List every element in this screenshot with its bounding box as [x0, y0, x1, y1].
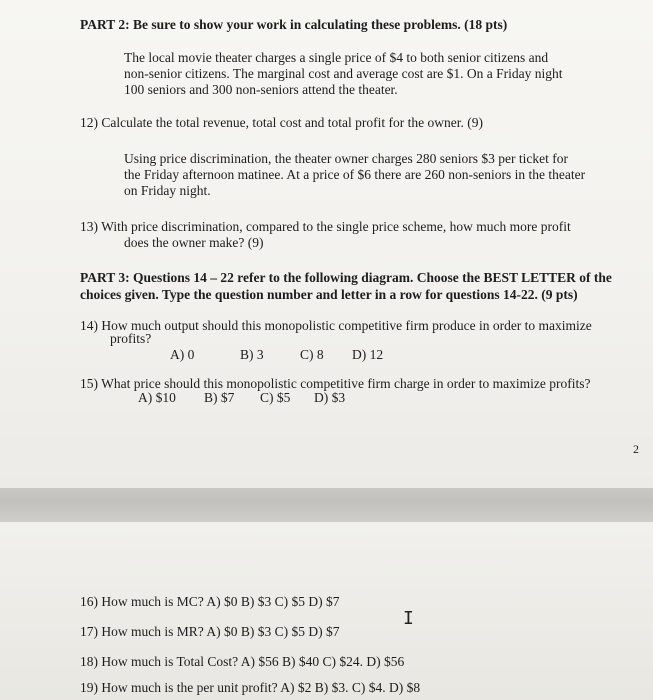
- question-15-choice-c: C) $5: [260, 390, 291, 405]
- question-13-line-2: does the owner make? (9): [124, 235, 264, 250]
- question-15-choice-b: B) $7: [204, 390, 235, 405]
- question-15-choice-a: A) $10: [138, 390, 176, 405]
- part3-heading-line-2: choices given. Type the question number and letter in a row for questions 14-22. (9 pts): [80, 287, 578, 302]
- question-16: 16) How much is MC? A) $0 B) $3 C) $5 D) $7: [80, 594, 340, 609]
- page-number: 2: [633, 442, 639, 456]
- question-19: 19) How much is the per unit profit? A) $2 B) $3. C) $4. D) $8: [80, 680, 421, 695]
- text-cursor-icon: I: [403, 608, 414, 629]
- question-14-choice-d: D) 12: [352, 347, 384, 362]
- question-17: 17) How much is MR? A) $0 B) $3 C) $5 D) $7: [80, 624, 340, 639]
- part2-intro-line-3: 100 seniors and 300 non-seniors attend the theater.: [124, 82, 398, 97]
- part2-intro-line-2: non-senior citizens. The marginal cost and average cost are $1. On a Friday night: [124, 66, 563, 81]
- question-14-choice-c: C) 8: [300, 347, 324, 362]
- discrimination-line-3: on Friday night.: [124, 183, 211, 198]
- question-12: 12) Calculate the total revenue, total cost and total profit for the owner. (9): [80, 115, 483, 130]
- page-break-gap: [0, 488, 653, 522]
- question-14-choice-b: B) 3: [240, 347, 264, 362]
- question-15-choice-d: D) $3: [314, 390, 346, 405]
- part2-intro-line-1: The local movie theater charges a single price of $4 to both senior citizens and: [124, 50, 549, 65]
- question-14-choice-a: A) 0: [170, 347, 195, 362]
- question-14-line-1: 14) How much output should this monopolistic competitive firm produce in order to maximize: [80, 318, 592, 333]
- question-13-line-1: 13) With price discrimination, compared to the single price scheme, how much more profit: [80, 219, 571, 234]
- worksheet-page-2: [0, 522, 653, 700]
- discrimination-line-1: Using price discrimination, the theater owner charges 280 seniors $3 per ticket for: [124, 151, 568, 166]
- part3-heading-line-1: PART 3: Questions 14 – 22 refer to the following diagram. Choose the BEST LETTER of the: [80, 270, 612, 285]
- discrimination-line-2: the Friday afternoon matinee. At a price of $6 there are 260 non-seniors in the theater: [124, 167, 586, 182]
- part2-heading: PART 2: Be sure to show your work in calculating these problems. (18 pts): [80, 17, 508, 32]
- question-14-line-2: profits?: [110, 331, 152, 346]
- question-15-line: 15) What price should this monopolistic competitive firm charge in order to maximize profits?: [80, 376, 591, 391]
- question-18: 18) How much is Total Cost? A) $56 B) $40 C) $24. D) $56: [80, 654, 405, 669]
